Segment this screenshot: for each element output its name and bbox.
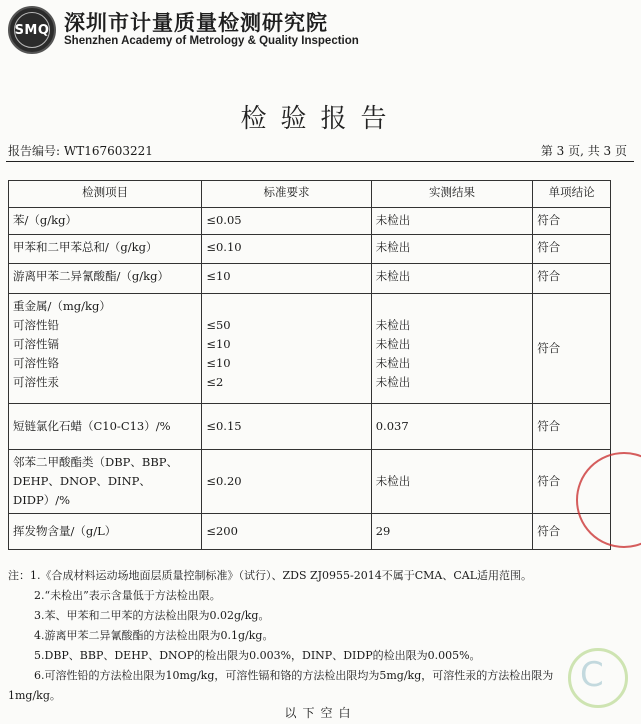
table-row [9, 514, 611, 550]
row-conclusion: 符合 [533, 264, 611, 294]
result-mercury: 未检出 [375, 375, 411, 389]
org-name-en: Shenzhen Academy of Metrology & Quality Inspection [64, 35, 359, 47]
report-number: 报告编号: WT167603221 [8, 144, 153, 158]
table-row [9, 404, 611, 450]
standard-mercury: ≤2 [206, 375, 224, 389]
row-item [9, 294, 202, 404]
row-item: 短链氯化石蜡（C10-C13）/% [9, 404, 202, 450]
header-item: 检测项目 [9, 181, 202, 208]
table-header-row [9, 181, 611, 208]
standard-chromium: ≤10 [206, 356, 231, 370]
row-item: 甲苯和二甲苯总和/（g/kg） [9, 235, 202, 264]
heavy-metal-cadmium: 可溶性镉 [13, 337, 59, 351]
page-info: 第 3 页, 共 3 页 [540, 144, 627, 158]
header-result: 实测结果 [371, 181, 532, 208]
table-row [9, 235, 611, 264]
row-result [371, 294, 532, 404]
row-conclusion: 符合 [533, 450, 611, 514]
row-standard: ≤0.05 [202, 208, 371, 235]
note-4: 4.游离甲苯二异氰酸酯的方法检出限为0.1g/kg。 [34, 629, 274, 642]
note-1: 注：1.《合成材料运动场地面层质量控制标准》（试行）、ZDS ZJ0955-2014不属于CMA、CAL适用范围。 [8, 569, 533, 582]
phthalate-line2: DEHP、DNOP、DINP、DIDP）/% [13, 474, 151, 507]
row-result: 未检出 [371, 208, 532, 235]
heavy-metal-title: 重金属/（mg/kg） [13, 299, 111, 313]
results-table [8, 180, 611, 550]
row-item: 挥发物含量/（g/L） [9, 514, 202, 550]
row-result: 未检出 [371, 450, 532, 514]
row-conclusion: 符合 [533, 294, 611, 404]
end-marker: 以下空白 [284, 706, 357, 720]
row-item [9, 450, 202, 514]
row-result: 未检出 [371, 264, 532, 294]
row-item: 苯/（g/kg） [9, 208, 202, 235]
row-conclusion: 符合 [533, 235, 611, 264]
result-chromium: 未检出 [375, 356, 411, 370]
row-standard: ≤0.15 [202, 404, 371, 450]
header-conclusion: 单项结论 [533, 181, 611, 208]
row-standard [202, 294, 371, 404]
seal-text [585, 467, 641, 532]
row-result: 未检出 [371, 235, 532, 264]
row-conclusion: 符合 [533, 208, 611, 235]
result-lead: 未检出 [375, 318, 411, 332]
standard-lead: ≤50 [206, 318, 231, 332]
table-row [9, 450, 611, 514]
table-row-heavy-metals [9, 294, 611, 404]
standard-cadmium: ≤10 [206, 337, 231, 351]
row-result: 0.037 [371, 404, 532, 450]
row-standard: ≤0.10 [202, 235, 371, 264]
smq-logo [8, 6, 56, 54]
org-name-cn: 深圳市计量质量检测研究院 [64, 11, 328, 35]
watermark-letter: C [580, 655, 604, 695]
result-cadmium: 未检出 [375, 337, 411, 351]
phthalate-line1: 邻苯二甲酸酯类（DBP、BBP、 [13, 455, 179, 469]
logo-text: SMQ [14, 23, 50, 38]
row-conclusion: 符合 [533, 404, 611, 450]
row-standard: ≤10 [202, 264, 371, 294]
table-row [9, 264, 611, 294]
report-title: 检验报告 [240, 104, 401, 134]
report-header [6, 4, 636, 60]
header-rule [6, 161, 634, 162]
note-6: 6.可溶性铅的方法检出限为10mg/kg，可溶性镉和铬的方法检出限均为5mg/kg，可溶性汞的方法检出限为 [34, 669, 554, 682]
row-standard: ≤0.20 [202, 450, 371, 514]
table-row [9, 208, 611, 235]
row-standard: ≤200 [202, 514, 371, 550]
note-6-cont: 1mg/kg。 [8, 689, 61, 702]
note-3: 3.苯、甲苯和二甲苯的方法检出限为0.02g/kg。 [34, 609, 270, 622]
note-2: 2.“未检出”表示含量低于方法检出限。 [34, 589, 221, 602]
notes-section [8, 566, 633, 706]
watermark-logo [568, 648, 628, 708]
heavy-metal-mercury: 可溶性汞 [13, 375, 59, 389]
row-conclusion: 符合 [533, 514, 611, 550]
row-item: 游离甲苯二异氰酸酯/（g/kg） [9, 264, 202, 294]
row-result: 29 [371, 514, 532, 550]
note-5: 5.DBP、BBP、DEHP、DNOP的检出限为0.003%，DINP、DIDP的检出限为0.005%。 [34, 649, 481, 662]
header-standard: 标准要求 [202, 181, 371, 208]
heavy-metal-chromium: 可溶性铬 [13, 356, 59, 370]
heavy-metal-lead: 可溶性铅 [13, 318, 59, 332]
